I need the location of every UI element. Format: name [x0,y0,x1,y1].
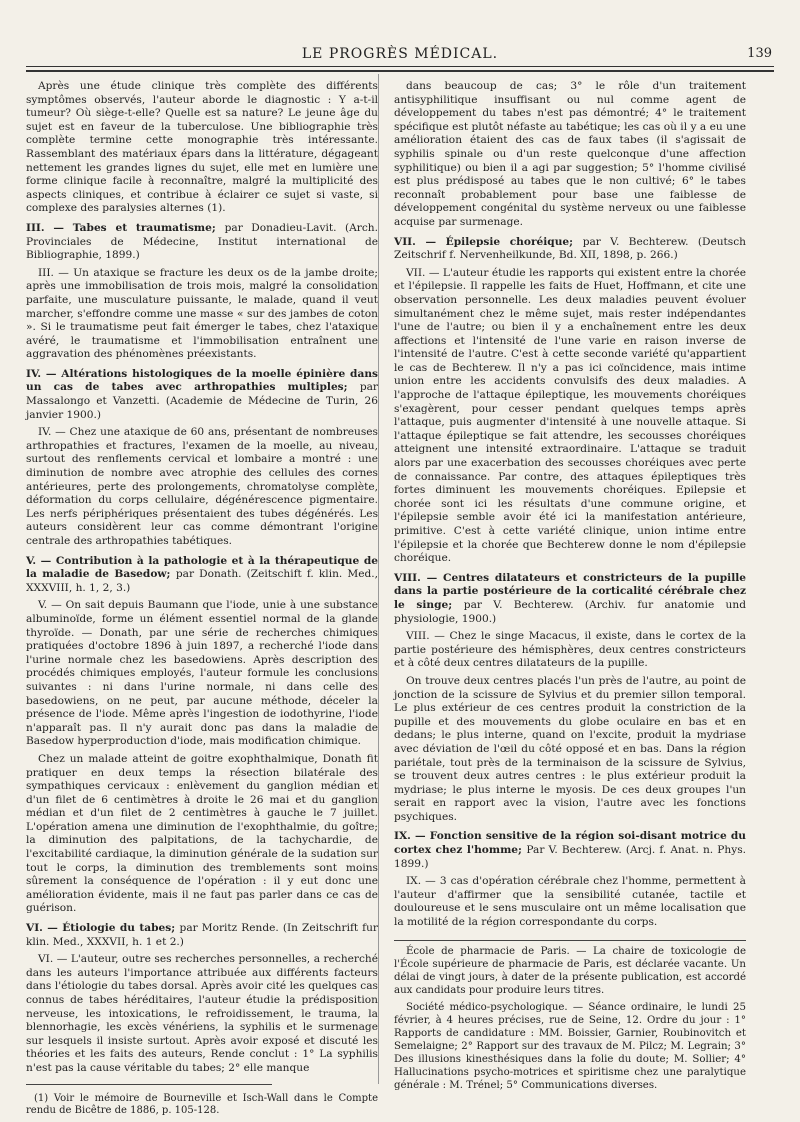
footnote-rule [26,1084,272,1085]
section-5-reference: par Donath. (Zeitschift f. klin. Med., XXXVIII, h. 1, 2, 3.) [26,568,378,594]
section-5-body-2: Chez un malade atteint de goitre exophthalmique, Donath fit pratiquer en deux temps la résection bilatérale des sympathiques cervicaux : enlèvement du ganglion médian et d'un filet de 6 centimètres à droite le 26 mai et du ganglion médian et d'un filet de 2 centimètres à gauche le 7 juillet. L'opération amena une diminution de l'exophthalmie, du goître; la diminution des palpitations, de la tachychardie, de l'excitabilité cardiaque, la diminution générale de la sudation sur tout le corps, la diminution des tremblements sont moins sûrement la conséquence de l'opération : il y eut donc une amélioration évidente, mais il ne faut pas parler dans ce cas de guérison. [26,752,378,915]
section-5-title: V. — Contribution à la pathologie et à la thérapeutique de la maladie de Basedow; [26,554,378,581]
right-column [394,80,746,1096]
notices-rule [394,940,746,941]
section-7-reference: par V. Bechterew. (Deutsch Zeitschrif f. Nervenheilkunde, Bd. XII, 1898, p. 266.) [394,235,746,262]
section-8-reference: par V. Bechterew. (Archiv. fur anatomie und physiologie, 1900.) [394,598,746,625]
section-9-heading [394,830,746,871]
section-6-reference: par Moritz Rende. (In Zeitschrift fur klin. Med., XXXVII, h. 1 et 2.) [26,922,378,948]
section-8-body-2: On trouve deux centres placés l'un près de l'autre, au point de jonction de la scissure de Sylvius et du premier sillon temporal. Le plus extérieur de ces centres produit la constriction de la pupille et des mouvements du globe oculaire en bas et en dedans; le plus interne, quand on l'excite, produit la mydriase avec déviation de l'œil du côté opposé et en bas. Dans la région pariétale, tout près de la terminaison de la scissure de Sylvius, se trouvent deux autres centres : le plus extérieur produit la mydriase; le plus interne le myosis. De ces deux groupes l'un serait en rapport avec la vision, l'autre avec les fonctions psychiques. [394,674,746,823]
page-header [26,46,774,68]
header-rule-thick [26,70,774,72]
section-9-body: IX. — 3 cas d'opération cérébrale chez l'homme, permettent à l'auteur d'affirmer que la sensibilité cutanée, tactile et douloureuse et le sens musculaire ont un même localisation que la motilité de la région correspondante du corps. [394,875,746,929]
section-9-reference: Par V. Bechterew. (Arcj. f. Anat. n. Phys. 1899.) [394,844,746,870]
intro-paragraph: Après une étude clinique très complète des différents symptômes observés, l'auteur aborde le diagnostic : Y a-t-il tumeur? Où siège-t-elle? Quelle est sa nature? Le jeune âge du sujet est en faveur de la tuberculose. Une bibliographie très complète termine cette monographie très intéressante. Rassemblant des matériaux épars dans la littérature, dégageant nettement les grandes lignes du sujet, elle met en lumière une forme clinique facile à reconnaître, malgré la multiplicité des aspects cliniques, et contribue à éclairer ce sujet si vaste, si complexe des paralysies alternes (1). [26,80,378,215]
section-4-heading [26,368,378,422]
header-rule [26,66,774,67]
left-column [26,80,378,1122]
section-3-reference: par Donadieu-Lavit. (Arch. Provinciales de Médecine, Institut international de Bibliographie, 1899.) [26,221,378,262]
section-4-reference: par Massalongo et Vanzetti. (Academie de Médecine de Turin, 26 janvier 1900.) [26,381,378,421]
section-8-heading [394,572,746,626]
section-3-heading [26,222,378,263]
section-7-body: VII. — L'auteur étudie les rapports qui existent entre la chorée et l'épilepsie. Il rappelle les faits de Huet, Hoffmann, et cite une observation personnelle. Les deux maladies peuvent évoluer simultanément chez le même sujet, mais rester indépendantes l'une de l'autre; ou bien il y a enchaînement entre les deux affections et l'intensité de l'une varie en raison inverse de l'intensité de l'autre. C'est à cette seconde variété qu'appartient le cas de Bechterew. Il n'y a pas ici coïncidence, mais intime union entre les accidents convulsifs des deux maladies. A l'approche de l'attaque épileptique, les mouvements choréiques s'exagèrent, pour cesser pendant quelques temps après l'attaque, puis augmenter d'intensité à une nouvelle attaque. Si l'attaque épileptique se fait attendre, les secousses choréiques atteignent une intensité extraordinaire. L'attaque se traduit alors par une exacerbation des secousses choréiques avec perte de connaissance. Par contre, des attaques épileptiques très fortes diminuent les mouvements choréiques. Epilepsie et chorée sont ici les résultats d'une commune origine, et l'épilepsie semble avoir été ici la manifestation antérieure, primitive. C'est à cette variété clinique, union intime entre l'épilepsie et la chorée que Bechterew donne le nom d'épilepsie choréique. [394,266,746,565]
section-8-body-1: VIII. — Chez le singe Macacus, il existe, dans le cortex de la partie postérieure des hémisphères, deux centres constricteurs et à côté deux centres dilatateurs de la pupille. [394,630,746,670]
section-3-title: III. — Tabes et traumatisme; [26,221,216,234]
footnote: (1) Voir le mémoire de Bourneville et Isch-Wall dans le Compte rendu de Bicêtre de 1886, p. 105-128. [26,1092,378,1117]
section-4-body: IV. — Chez une ataxique de 60 ans, présentant de nombreuses arthropathies et fractures, l'examen de la moelle, au niveau, surtout des renflements cervical et lombaire a montré : une diminution de nombre avec atrophie des cellules des cornes antérieures, perte des prolongements, chromatolyse complète, déformation du corps cellulaire, dégénérescence pigmentaire. Les nerfs périphériques présentaient des tubes dégénérés. Les auteurs considèrent leur cas comme démontrant l'origine centrale des arthropathies tabétiques. [26,426,378,547]
section-7-title: VII. — Épilepsie choréique; [394,235,574,248]
notice-societe: Société médico-psychologique. — Séance ordinaire, le lundi 25 février, à 4 heures précises, rue de Seine, 12. Ordre du jour : 1° Rapports de candidature : MM. Boissier, Garnier, Roubinovitch et Semelaigne; 2° Rapport sur des travaux de M. Pilcz; M. Legrain; 3° Des illusions kinesthésiques dans la folie du doute; M. Sollier; 4° Hallucinations psycho-motrices et spiritisme chez une paralytique générale : M. Trénel; 5° Communications diverses. [394,1001,746,1091]
notice-pharmacie: École de pharmacie de Paris. — La chaire de toxicologie de l'École supérieure de pharmacie de Paris, est déclarée vacante. Un délai de vingt jours, à dater de la présente publication, est accordé aux candidats pour produire leurs titres. [394,945,746,996]
column-divider [378,74,379,1084]
section-7-heading [394,236,746,263]
section-6-body: VI. — L'auteur, outre ses recherches personnelles, a recherché dans les auteurs l'importance attribuée aux différents facteurs dans l'étiologie du tabes dorsal. Après avoir cité les quelques cas connus de tabes héréditaires, l'auteur étudie la prédisposition nerveuse, les intoxications, le refroidissement, le trauma, la blennorhagie, les excès vénériens, la syphilis et le surmenage sur lesquels il insiste surtout. Après avoir exposé et discuté les théories et les faits des auteurs, Rende conclut : 1° La syphilis n'est pas la cause véritable du tabes; 2° elle manque [26,953,378,1074]
section-5-body-1: V. — On sait depuis Baumann que l'iode, unie à une substance albuminoïde, forme un élément essentiel normal de la glande thyroïde. — Donath, par une série de recherches chimiques pratiquées d'octobre 1896 à juin 1897, a recherché l'iode dans l'urine normale chez les basedowiens. Après description des procédés chimiques employés, l'auteur formule les conclusions suivantes : ni dans l'urine normale, ni dans celle des basedowiens, on ne peut, par aucune méthode, déceler la présence de l'iode. Même après l'ingestion de iodothyrine, l'iode n'apparaît pas. Il n'y aurait donc pas dans la maladie de Basedow hyperproduction d'iode, mais modification chimique. [26,599,378,748]
section-4-title: IV. — Altérations histologiques de la moelle épinière dans un cas de tabes avec arthropathies multiples; [26,367,378,394]
journal-title: LE PROGRÈS MÉDICAL. [301,46,499,62]
section-8-title: VIII. — Centres dilatateurs et constricteurs de la pupille dans la partie postérieure de la corticalité cérébrale chez le singe; [394,571,746,611]
section-6-title: VI. — Étiologie du tabes; [26,922,176,935]
notices [394,945,746,1092]
page-number: 139 [747,46,772,61]
section-9-title: IX. — Fonction sensitive de la région soi-disant motrice du cortex chez l'homme; [394,830,746,857]
section-3-body: III. — Un ataxique se fracture les deux os de la jambe droite; après une immobilisation de trois mois, malgré la consolidation parfaite, une musculature puissante, le malade, quand il veut marcher, s'effondre comme une masse « sur des jambes de coton ». Si le traumatisme peut fait émerger le tabes, chez l'ataxique avéré, le traumatisme et l'immobilisation entraînent une aggravation des phénomènes préexistants. [26,266,378,361]
section-6-heading [26,922,378,949]
continued-paragraph: dans beaucoup de cas; 3° le rôle d'un traitement antisyphilitique insuffisant ou nul comme agent de développement du tabes n'est pas démontré; 4° le traitement spécifique est plutôt néfaste au tabétique; les cas où il y a eu une amélioration étaient des cas de faux tabes (il s'agissait de syphilis spinale ou d'un reste quelconque d'une affection syphilitique) ou bien il a agi par suggestion; 5° l'homme civilisé est plus prédisposé au tabes que le non cultivé; 6° le tabes reconnaît probablement pour base une faiblesse de développement congénital du système nerveux ou une faiblesse acquise par surmenage. [394,80,746,228]
section-5-heading [26,555,378,596]
